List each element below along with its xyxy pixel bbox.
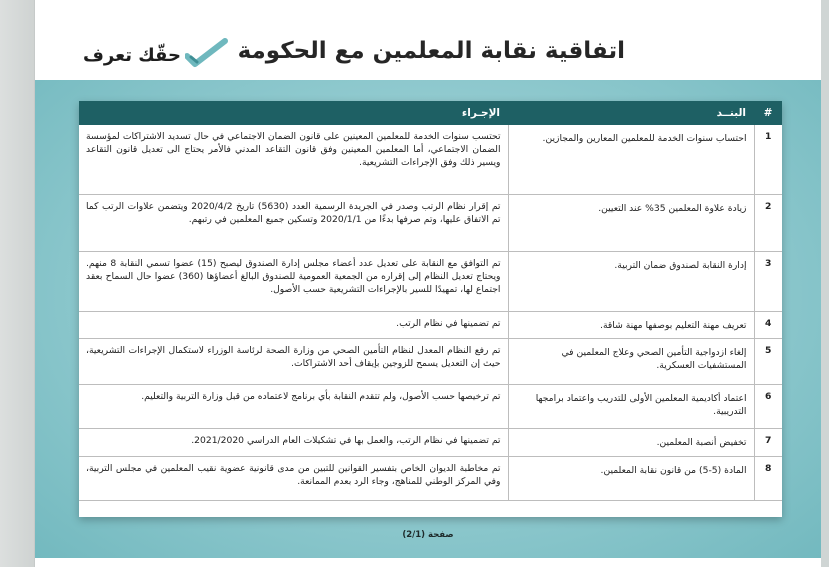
page-number: صفحة (2/1) — [402, 530, 454, 540]
teal-background-band — [35, 80, 821, 558]
table-row — [79, 311, 782, 338]
agreement-table-card — [79, 101, 782, 517]
row-item: احتساب سنوات الخدمة للمعلمين المعارين والمجازين. — [508, 125, 754, 194]
row-procedure: تم رفع النظام المعدل لنظام التأمين الصحي من وزارة الصحة لرئاسة الوزراء لاستكمال الإجراءات التشريعية، حيث إن التعديل يسمح للزوجين بإيقاف أحد الاشتراكات. — [79, 338, 508, 384]
row-procedure: تحتسب سنوات الخدمة للمعلمين المعينين على قانون الضمان الاجتماعي في حال تسديد الاشتراكات لمؤسسة الضمان الاجتماعي، أما المعلمين المعينين وفق قانون التقاعد المدني فالأمر يحتاج الى تعديل قانون التقاعد ويسير ذلك وفق الإجراءات التشريعية. — [79, 125, 508, 194]
table-row — [79, 125, 782, 194]
row-number: 7 — [754, 428, 782, 456]
row-item: تعريف مهنة التعليم بوصفها مهنة شاقة. — [508, 311, 754, 338]
table-row — [79, 384, 782, 428]
row-item: إدارة النقابة لصندوق ضمان التربية. — [508, 251, 754, 311]
header-num: # — [754, 101, 782, 125]
row-item: زيادة علاوة المعلمين 35% عند التعيين. — [508, 194, 754, 251]
row-procedure: تم التوافق مع النقابة على تعديل عدد أعضاء مجلس إدارة الصندوق ليصبح (15) عضوا تسمي النقابة 8 منهم. ويحتاج تعديل النظام إلى إقراره من الجمعية العمومية للصندوق البالغ أعضاؤها (360) عضوا حال السماح بعقد اجتماع لها، تمهيدًا للسير بالإجراءات التشريعية حسب الأصول. — [79, 251, 508, 311]
page-title: اتفاقية نقابة المعلمين مع الحكومة — [237, 38, 625, 64]
agreement-table — [79, 101, 782, 501]
page-bottom-edge — [35, 558, 821, 567]
document-page — [34, 0, 820, 567]
table-row — [79, 194, 782, 251]
row-number: 3 — [754, 251, 782, 311]
row-number: 6 — [754, 384, 782, 428]
row-procedure: تم إقرار نظام الرتب وصدر في الجريدة الرسمية العدد (5630) تاريخ 2020/4/2 ويتضمن علاوات الرتب كما تم الاتفاق عليها، وتم صرفها بدءًا من 2020/1/1 وتسكين جميع المعلمين في رتبهم. — [79, 194, 508, 251]
table-row — [79, 338, 782, 384]
table-header-row — [79, 101, 782, 125]
brand-name: حقّك تعرف — [83, 44, 181, 66]
row-item: إلغاء ازدواجية التأمين الصحي وعلاج المعلمين في المستشفيات العسكرية. — [508, 338, 754, 384]
row-number: 4 — [754, 311, 782, 338]
table-row — [79, 456, 782, 500]
row-procedure: تم تضمينها في نظام الرتب، والعمل بها في تشكيلات العام الدراسي 2021/2020. — [79, 428, 508, 456]
brand-logo — [83, 38, 229, 72]
checkmark-logo-icon — [185, 38, 229, 72]
viewer-left-margin — [0, 0, 34, 567]
row-number: 1 — [754, 125, 782, 194]
row-item: تخفيض أنصبة المعلمين. — [508, 428, 754, 456]
row-procedure: تم تضمينها في نظام الرتب. — [79, 311, 508, 338]
table-row — [79, 428, 782, 456]
row-item: اعتماد أكاديمية المعلمين الأولى للتدريب واعتماد برامجها التدريبية. — [508, 384, 754, 428]
row-number: 5 — [754, 338, 782, 384]
document-header — [35, 0, 821, 80]
table-row — [79, 251, 782, 311]
header-procedure: الإجـراء — [79, 101, 508, 125]
row-number: 8 — [754, 456, 782, 500]
header-item: البنــد — [508, 101, 754, 125]
row-number: 2 — [754, 194, 782, 251]
row-item: المادة (5-5) من قانون نقابة المعلمين. — [508, 456, 754, 500]
row-procedure: تم مخاطبة الديوان الخاص بتفسير القوانين للتبين من مدى قانونية عضوية نقيب المعلمين في مجلس التربية، وفي المركز الوطني للمناهج، وجاء الرد بعدم الممانعة. — [79, 456, 508, 500]
row-procedure: تم ترخيصها حسب الأصول، ولم تتقدم النقابة بأي برنامج لاعتماده من قبل وزارة التربية والتعليم. — [79, 384, 508, 428]
